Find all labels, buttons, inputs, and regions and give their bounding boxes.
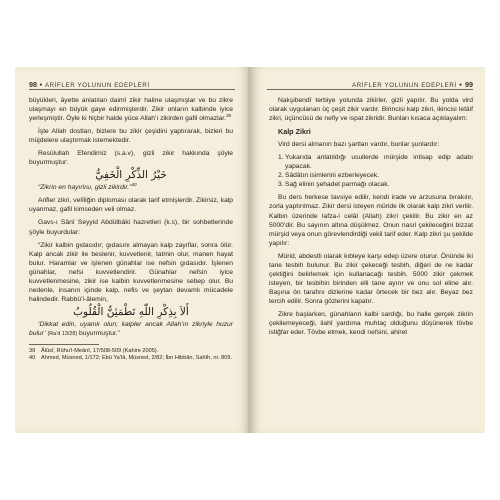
paragraph: Resûlullah Efendimiz (s.a.v), gizli zikir hakkında şöyle buyurmuştur: (29, 150, 233, 167)
paragraph: Arifler zikri, velîliğin diploması olarak tarif etmişlerdir. Zikirsiz, kalp uyanmaz, gafil kimseden veli olmaz. (29, 197, 233, 214)
paragraph: İşte Allah dostları, bizlere bu zikir çeşidini yaptırarak, bizleri bu müjdelere ulaştırmak istemektedir. (29, 128, 233, 145)
section-heading: Kalp Zikri (278, 127, 311, 137)
footnote-rule (29, 344, 99, 345)
arabic-hadith: خَيْرُ الذِّكْرِ الْخَفِيُّ (95, 169, 167, 182)
list-item (269, 180, 473, 189)
verse-translation (29, 320, 233, 339)
list-item (269, 171, 473, 180)
right-page-body (269, 96, 473, 337)
bullet-dot: ● (459, 82, 463, 88)
list-number: 3. (278, 181, 284, 189)
paragraph: Vird dersi almanın bazı şartları vardır, bunlar şunlardır: (278, 141, 440, 149)
list-text: Sağ elinin şehadet parmağı olacak. (285, 181, 390, 189)
right-page-header (352, 80, 473, 89)
list-item (269, 153, 473, 171)
list-number: 1. (278, 154, 284, 162)
running-title: ARİFLER YOLUNUN EDEPLERİ (44, 82, 150, 89)
paragraph (29, 96, 233, 123)
left-page (15, 67, 249, 433)
quote-text: “Zikrin en hayırlısı, gizli zikirdir.” (38, 184, 132, 192)
requirements-list (269, 153, 473, 189)
quote-tail: buyurmuştur.” (79, 329, 120, 337)
paragraph: “Zikir kalbin gıdasıdır; gıdasını almayan kalp zayıflar, sonra ölür. Kalp ancak zikir ile beslenir, kuvvetlenir, tatmin olur, manen hayat bulur. Haramlar ve işlenen günahlar ise nefsin gıdasıdır. İşlenen günahlar, nefsi kuvvetlendirir. Günahlar nefsin iyice kuvvetlenmesine, zikir ise kalbin kuvvetlenmesine sebep olur. Bu nedenle, insanın içinde kalp, nefis ve şeytan devamlı mücadele halindedir. Rabbü’l-âlemin, (29, 241, 233, 303)
paragraph: Bu ders herkese tavsiye edilir, kendi irade ve arzusuna bırakılır, zorla yaptırılmaz. Zikir dersi isteyen müride ilk olarak kalp zikri verilir. Kalbin üzerinde lafza-i celâl (Allah) zikri çekilir. Bu zikir en az 5000’dir. Bu sayının altına düşülmez. Onun nasıl çekileceğini bizzat mürşid veya onun görevlendirdiği vekil tarif eder. Kalp zikri şu şekilde yapılır: (269, 194, 473, 247)
left-page-header (29, 80, 150, 89)
paragraph: Mürid, abdestli olarak kıbleye karşı edep üzere oturur. Önünde iki tane tesbih bulunur. Bu zikir çekeceği tesbih, diğeri de ne kadar çektiğini belirlemek için kullanacağı tesbih. 5000 zikir çekmek isteyen, bir tesbihin birinden elli tane ayırır ve onu sol eline alır. Başına ön tarafını dizlerine kadar örtecek bir bez alır. Beyaz bez tercih edilir. Sonra gözlerini kapatır. (269, 252, 473, 305)
quote-text: ‘Dikkat edin, uyanık olun; kalpler ancak Allah’ın zikriyle huzur bulur’ (29, 320, 233, 337)
running-title: ARİFLER YOLUNUN EDEPLERİ (352, 82, 457, 89)
list-text: Yukarıda anlatıldığı usullerde mürşide intisap edip adabı yapacak. (285, 154, 473, 171)
footnote-text: Âlûsî, Rûhu’l-Meânî, 17/508-509 (Kahire 2005). (41, 347, 159, 354)
footnote-number: 39 (29, 347, 36, 354)
header-rule (29, 89, 235, 90)
open-book (15, 67, 485, 433)
page-number: 99 (465, 80, 473, 89)
hadith-translation (29, 183, 233, 192)
header-rule (267, 89, 473, 90)
list-number: 2. (278, 172, 284, 180)
footnote-ref: 38 (226, 112, 232, 118)
footnote-ref: 40 (131, 182, 137, 188)
bullet-dot: ● (39, 82, 43, 88)
footnote-text: Ahmed, Müsned, 1/172; Ebû Ya’lâ, Müsned, 2/82; İbn Hibbân, Sahîh, nr. 809. (41, 355, 233, 362)
footnote-number: 40 (29, 355, 36, 362)
paragraph: Zikre başlarken, günahların kalbi sardığı, bu halle gerçek zikrin çekilemeyeceği, ilahî yardıma muhtaç olduğunu düşünerek tövbe istiğfar eder. Tövbe etmek, kendi nefsini, ahiret (269, 310, 473, 337)
verse-reference: (Ra’d 13/28) (47, 330, 78, 337)
paragraph: Nakşibendî terbiye yolunda zikirler, gizli yapılır. Bu yolda vird olarak uygulanan üç çeşit zikir vardır. Birincisi kalp zikri, ikincisi letâif zikri, üçüncüsü de nefiy ve ispat zikridir. Bunları kısaca açıklayalım: (269, 97, 473, 123)
paragraph-text: büyükleri, âyette anlatılan daimî zikir haline ulaşmışlar ve bu zikre ulaşmayı en büyük gaye edinmişlerdir. Zikir onların kalbinde iyice yerleşmiştir. Öyle ki hiçbir halde yüce Allah’ı zikirden gafil olmazlar. (29, 97, 233, 123)
right-page (251, 67, 485, 433)
arabic-verse: أَلاَ بِذِكْرِ اللّٰهِ تَطْمَئِنُّ الْقُلُوبُ (73, 305, 189, 318)
paragraph: Gavs-ı Sânî Seyyid Abdülbâki hazretleri (k.s), bir sohbetlerinde şöyle buyurdular: (29, 219, 233, 236)
left-page-body (29, 96, 233, 363)
list-text: Sâdâtın isimlerini ezberleyecek. (285, 172, 380, 180)
footnote (29, 355, 233, 362)
page-number: 98 (29, 80, 37, 89)
